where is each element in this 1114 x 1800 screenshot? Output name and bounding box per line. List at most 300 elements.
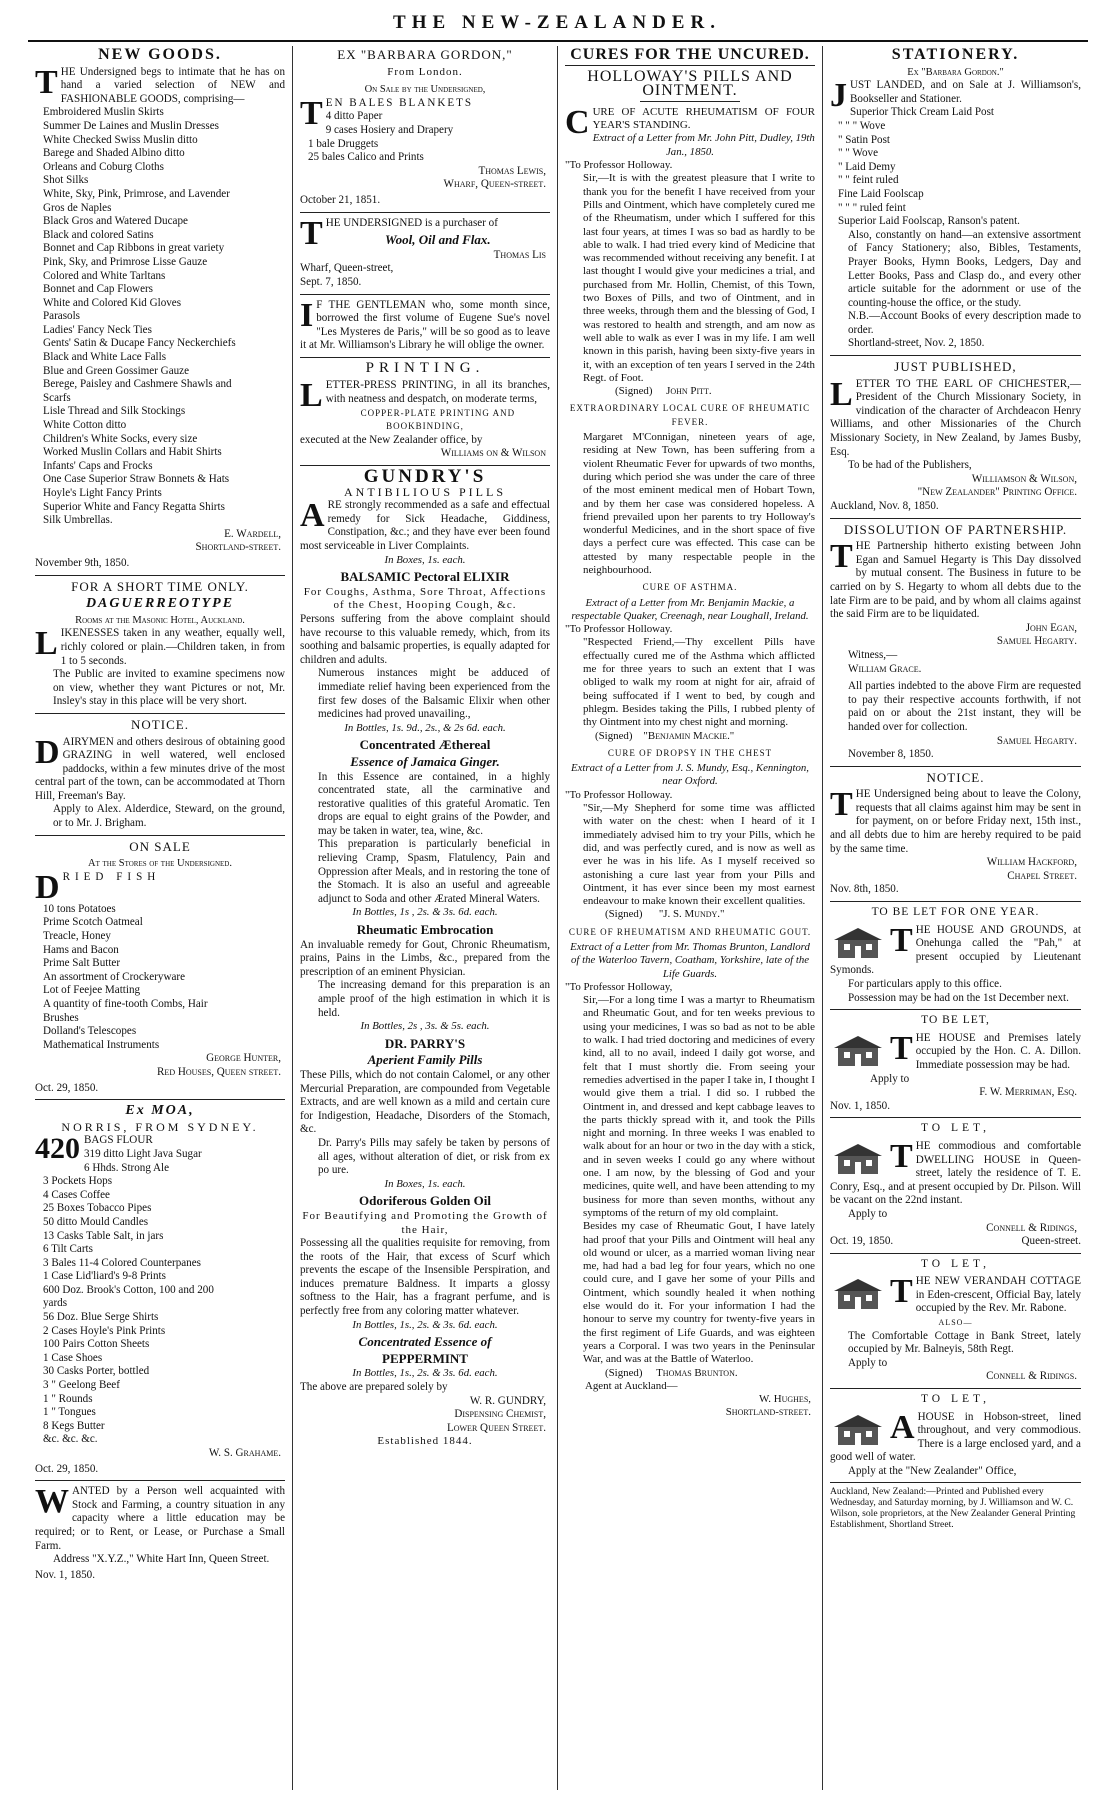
list-item: " Satin Post [838,133,890,146]
case-title: CURE OF RHEUMATISM AND RHEUMATIC GOUT. [568,926,812,937]
signature-address: Red Houses, Queen street. [157,1065,281,1078]
ad-subtitle: For Beautifying and Promoting the Growth of the Hair, [302,1209,548,1236]
ad-title: FOR A SHORT TIME ONLY. [71,578,249,594]
list-item: Superior Thick Cream Laid Post [850,106,994,119]
signature-address: Wharf, Queen-street. [443,178,546,191]
list-item: Children's White Socks, every size [43,432,198,445]
divider [565,65,815,66]
signature-address: Chapel Street. [1007,869,1077,882]
signature: Connell & Ridings. [986,1370,1077,1383]
ad-peppermint [300,1335,550,1449]
list-item: Bonnet and Cap Flowers [43,283,154,296]
ad-title: STATIONERY. [891,46,1020,63]
apply-label: Apply to [848,1356,888,1369]
list-item: 600 Doz. Brook's Cotton, 100 and 200 [43,1283,214,1296]
ad-balsamic [300,570,550,735]
ad-body-2: executed at the New Zealander office, by [300,433,483,446]
columns [28,46,1088,1790]
case-addressee: "To Professor Holloway. [565,159,673,172]
ad-title: TO LET, [920,1257,991,1270]
ad-ginger [300,738,550,920]
ad-body-2: Apply to Alex. Alderdice, Steward, on the ground, or to Mr. J. Brigham. [53,803,285,830]
house-icon [830,1277,886,1311]
ad-let-queen-street [830,1122,1081,1248]
list-item: Mathematical Instruments [43,1038,160,1051]
testimonial-brunton [565,926,815,1420]
ad-body: HE Undersigned begs to intimate that he has on hand a varied selection of NEW and FASHIONABLE GOODS, comprising— [60,65,285,105]
price: In Boxes, 1s. each. [384,1177,466,1190]
list-item: One Case Superior Straw Bonnets & Hats [43,473,230,486]
ad-title: TO LET, [920,1122,991,1135]
divider [830,901,1081,902]
ad-stationery [830,48,1081,351]
case-title: CURE OF ASTHMA. [642,582,738,593]
ad-title: GUNDRY'S [363,466,487,488]
signature-address: Lower Queen Street. [446,1421,546,1434]
case-body: "Respected Friend,—Thy excellent Pills have effectually cured me of the Asthma which afflicted me for three years to such an extent that I was obliged to walk my room at night for air, afraid of being suffocated if I went to bed, by cough and phlegm. Besides taking the Pills, I rubbed plenty of thy Ointment into my chest night and morning. [583,636,815,729]
divider [830,766,1081,767]
ad-title: TO LET, [920,1393,991,1406]
case-body: Margaret M'Connigan, nineteen years of age, residing at New Town, has been suffering from a violent Rheumatic Fever for upwards of two months, during which period she was under the care of three of the most eminent medical men of Hobart Town, and by them her case was considered hopeless. A friend prevailed upon her parents to try Holloway's wonderful Medicines, and in the short space of five days a perfect cure was effected. This case can be attested by many respectable people in the neighbourhood. [583,431,815,576]
signature: Williamson & Wilson, [971,472,1077,485]
list-item: 2 Cases Hoyle's Pink Prints [43,1324,166,1337]
divider [640,101,740,102]
product-title: Concentrated Essence of [358,1334,492,1350]
list-item: 25 bales Calico and Prints [308,151,424,164]
ad-body: UST LANDED, and on Sale at J. Williamson's, Bookseller and Stationer. [850,79,1081,105]
list-item: Superior Laid Foolscap, Ranson's patent. [838,215,1020,228]
signed-label: (Signed) [595,729,633,742]
signature: John Pitt. [666,385,712,398]
ad-date: Shortland-street, Nov. 2, 1850. [848,337,985,350]
list-item: A quantity of fine-tooth Combs, Hair [43,998,208,1010]
ad-date: Nov. 1, 1850. [830,1099,890,1112]
list-item: 1 Case Shoes [43,1351,103,1364]
case-addressee: "To Professor Holloway. [565,623,673,636]
list-item: 25 Boxes Tobacco Pipes [43,1202,152,1215]
ad-body: HE UNDERSIGNED is a purchaser of [325,216,498,229]
signature-title: Dispensing Chemist, [454,1408,546,1421]
signature: Thomas Brunton. [656,1366,738,1379]
case-title: URE OF ACUTE RHEUMATISM OF FOUR YEAR'S STANDING. [592,105,815,132]
list-item: Scarfs [43,391,71,404]
divider [300,212,550,213]
ad-body: ETTER TO THE EARL OF CHICHESTER,—President of the Church Missionary Society, in vindication of the character of Archdeacon Henry Williams, and other Missionaries of the Church Missionary Society, in New Zealand, by James Busby, Esq. [830,377,1081,458]
signature: Williams on & Wilson [440,447,546,460]
list-item: Prime Scotch Oatmeal [43,916,143,929]
case-extract: Extract of a Letter from Mr. Thomas Brunton, Landlord of the Waterloo Tavern, Coatham, Yorkshire, late of the Life Guards. [570,941,810,980]
ad-subtitle: Rooms at the Masonic Hotel, Auckland. [75,614,245,626]
ad-date: Nov. 1, 1850. [35,1568,95,1581]
list-item: Hoyle's Light Fancy Prints [43,487,162,499]
list-item: Gents' Satin & Ducape Fancy Neckerchiefs [43,337,236,350]
list-item: Barege and Shaded Albino ditto [43,147,185,160]
signature: Connell & Ridings, [986,1221,1077,1234]
ad-notice-grazing [35,718,285,831]
house-icon [830,1142,886,1176]
list-item: Prime Salt Butter [43,957,121,970]
list-item: 56 Doz. Blue Serge Shirts [43,1311,159,1324]
list-item: 30 Casks Porter, bottled [43,1365,150,1378]
case-addressee: "To Professor Holloway. [565,788,673,801]
divider [300,294,550,295]
signature: W. S. Grahame. [208,1447,281,1459]
column-2 [293,46,558,1790]
signed-label: (Signed) [605,1366,643,1379]
list-item: " " Wove [838,147,879,160]
list-item: Lot of Feejee Matting [43,984,141,997]
section-subtitle: HOLLOWAY'S PILLS AND OINTMENT. [587,68,793,99]
list-item: 3 " Geelong Beef [43,1379,120,1392]
ad-wanted [35,1485,285,1582]
signature: W. R. GUNDRY, [469,1394,546,1407]
list-item: Fine Laid Foolscap [838,187,924,200]
list-item: " " " Wove [838,119,886,132]
ad-body-2: The Comfortable Cottage in Bank Street, lately occupied by Mr. Balneyis, 58th Regt. [848,1329,1081,1356]
list-item: 4 Cases Coffee [43,1188,110,1201]
list-item: Embroidered Muslin Skirts [43,106,164,119]
price: In Bottles, 1s., 2s. & 3s. 6d. each. [352,1318,498,1331]
apply-label: Apply to [848,1207,888,1220]
ad-body: These Pills, which do not contain Calomel, or any other Mercurial Preparation, are compounded from Vegetable Extracts, and are well known as a mild and certain cure for Indigestion, Headache, Disorders of the Stomach, &c. [300,1068,550,1136]
ad-date: Oct. 29, 1850. [35,1081,99,1094]
list-item: White, Sky, Pink, Primrose, and Lavender [43,187,230,200]
ad-title: EX "BARBARA GORDON," [337,47,513,62]
list-item: " Laid Demy [838,160,896,173]
divider [830,1388,1081,1389]
house-icon [830,926,886,960]
price: In Bottles, 1s , 2s. & 3s. 6d. each. [352,906,498,919]
ad-title: Ex MOA, [125,1103,195,1119]
apply-label: Apply to [870,1072,910,1085]
drop-cap: T [830,538,853,576]
ad-body: IKENESSES taken in any weather, equally well, richly colored or plain.—Children taken, in from 1 to 5 seconds. [60,627,285,667]
list-item: " " " ruled feint [838,201,906,214]
ad-ex-moa [35,1104,285,1476]
list-item: Hams and Bacon [43,943,119,956]
list-item: Blue and Green Gossimer Gauze [43,364,190,377]
signature: "J. S. Mundy." [658,908,725,921]
goods-list [35,106,285,527]
ad-title: NEW GOODS. [98,46,222,63]
ad-body: HE Undersigned being about to leave the Colony, requests that all claims against him may be sent in for payment, on or before Friday next, 15th inst., and all debts due to him are hereby required to be paid by the same time. [830,788,1081,855]
drop-cap: T [35,63,58,101]
house-icon [830,1034,886,1068]
list-item: 100 Pairs Cotton Sheets [43,1338,150,1351]
drop-cap: T [890,921,913,959]
testimonial-fever [565,402,815,577]
ad-date: October 21, 1851. [300,193,381,206]
list-item: Dolland's Telescopes [43,1025,137,1038]
drop-cap: T [890,1137,913,1175]
ad-date: Oct. 19, 1850. [830,1235,894,1248]
divider [300,357,550,358]
divider [35,835,285,836]
goods-list [35,1148,285,1447]
ad-body-2: Also, constantly on hand—an extensive assortment of Fancy Stationery; also, Bibles, Testaments, Prayer Books, Hymn Books, Ledgers, Day and Letter Books, Pass and Clasp do., and every other article suitable for the adornment or use of the counting-house the office, or the study. [848,228,1081,309]
list-item: yards [43,1297,68,1310]
witness-name: William Grace. [848,662,922,675]
divider [830,355,1081,356]
column-4 [823,46,1088,1790]
witness-label: Witness,— [848,648,898,661]
list-item: 319 ditto Light Java Sugar [84,1147,202,1160]
ad-date: Nov. 8th, 1850. [830,883,899,896]
list-item: White Checked Swiss Muslin ditto [43,133,198,146]
list-item: An assortment of Crockeryware [43,970,186,983]
list-item: 50 ditto Mould Candles [43,1215,149,1228]
ad-date: Auckland, Nov. 8, 1850. [830,500,939,512]
ad-date: Sept. 7, 1850. [300,275,362,288]
drop-cap: T [890,1029,913,1067]
list-item: Silk Umbrellas. [43,514,113,527]
ad-body-2: For particulars apply to this office. [848,978,1002,990]
list-item: Black Gros and Watered Ducape [43,215,188,228]
column-1 [28,46,293,1790]
agent-name: W. Hughes, [759,1393,811,1406]
drop-cap: C [565,103,590,141]
list-item: Orleans and Coburg Cloths [43,160,164,173]
drop-cap: T [300,214,323,252]
list-item: Berege, Paisley and Cashmere Shawls and [43,378,232,391]
ad-wool [300,214,550,290]
ad-let-pah [830,906,1081,1005]
list-item: 6 Hhds. Strong Ale [84,1161,170,1174]
ad-gentleman [300,296,550,353]
list-item: 6 Tilt Carts [43,1243,93,1256]
list-item: Colored and White Tarltans [43,269,166,282]
ad-title: TO BE LET, [921,1014,990,1027]
list-item: Infants' Caps and Frocks [43,459,153,472]
ad-body: HOUSE in Hobson-street, lined throughout, and very commodious. There is a large enclosed yard, and a good well of water. [830,1410,1081,1464]
list-item: 10 tons Potatoes [43,902,116,915]
ad-on-sale [35,840,285,1096]
masthead-rule [28,40,1088,42]
ad-heading: RIED FISH [62,870,161,883]
signature-address: "New Zealander" Printing Office. [917,486,1077,499]
price: In Bottles, 1s., 2s. & 3s. 6d. each. [352,1367,498,1380]
ad-body: HE HOUSE and Premises lately occupied by the Hon. C. A. Dillon. Immediate possession may be had. [915,1031,1081,1071]
list-item: 9 cases Hosiery and Drapery [325,123,454,136]
ad-body: F THE GENTLEMAN who, some month since, borrowed the first volume of Eugene Sue's novel "Les Mysteres de Paris," will be so good as to leave it at Mr. Williamson's Library he will oblige the owner. [300,298,550,352]
ad-body-2: The Public are invited to examine specimens now on view, whether they want Pictures or not, Mr. Insley's stay in this place will be very short. [53,668,285,708]
ad-subtitle-2: On Sale by the Undersigned, [364,84,486,96]
drop-cap: T [830,786,853,824]
list-item: 1 Case Lid'liard's 9-8 Prints [43,1270,166,1283]
signature-address: Shortland-street. [195,541,281,554]
ad-date: November 8, 1850. [848,748,934,761]
list-item: Shot Silks [43,174,89,187]
list-item: White and Colored Kid Gloves [43,296,182,309]
signed-label: (Signed) [605,908,643,921]
ad-gundry [300,466,550,567]
list-item: 4 ditto Paper [325,110,383,123]
list-item: Parasols [43,310,80,323]
signature-3: Samuel Hegarty. [996,734,1077,747]
list-item: Superior White and Fancy Regatta Shirts [43,500,225,513]
price: In Boxes, 1s. each. [384,553,466,566]
ad-body: AIRYMEN and others desirous of obtaining good GRAZING in well watered, well enclosed paddocks, within a few minutes drive of the most central part of the town, can be accommodated at Thorn Hill, Freeman's Bay. [35,735,285,802]
signature: William Hackford, [986,856,1077,869]
case-extract: Extract of a Letter from Mr. John Pitt, Dudley, 19th Jan., 1850. [592,132,815,158]
signature-2: Samuel Hegarty. [996,635,1077,648]
list-item: 13 Casks Table Salt, in jars [43,1229,164,1242]
ad-parry [300,1037,550,1192]
ad-body-2: Numerous instances might be adduced of immediate relief having been experienced from the first few doses of the Balsamic Elixir when other medicines had proved unavailing., [318,667,550,721]
divider [830,518,1081,519]
divider [830,1117,1081,1118]
drop-cap: J [830,77,847,115]
ad-body: Persons suffering from the above complaint should have recourse to this valuable remedy, which, from its soothing and balsamic properties, is equally adapted for children and adults. [300,612,550,666]
ad-heading: DAGUERREOTYPE [85,596,235,612]
signature: "Benjamin Mackie." [643,729,735,742]
signed-label: (Signed) [615,385,653,398]
ad-let-hobson [830,1393,1081,1479]
case-extract: Extract of a Letter from J. S. Mundy, Esq., Kennington, near Oxford. [570,762,809,788]
list-item: Ladies' Fancy Neck Ties [43,323,152,336]
drop-cap: T [300,94,323,132]
also-label: ALSO— [938,1318,973,1328]
list-item: Lisle Thread and Silk Stockings [43,405,186,418]
ad-title: JUST PUBLISHED, [894,359,1017,375]
case-body: Sir,—For a long time I was a martyr to Rheumatism and Rheumatic Gout, and for ten weeks previous to using your medicines, I was so bad as not to be able to walk. I had tried doctoring and medicines of every kind, all to no avail, indeed I daily got worse, and felt that I must shortly die. From seeing your remedies advertised in the paper I take in, I thought I would give them a trial. I did so. I rubbed the Ointment in, and dressed and kept cabbage leaves to the parts thickly spread with it, and took the Pills night and morning. In three weeks I was enabled to walk about for an hour or two in the day with a stick, and in seven weeks I could go any where without one. I am now, by the blessing of God and your medicines, quite well, and have been attending to my business for more than seven months, without any symptoms of the return of my old complaint. [583,994,815,1219]
ad-body: An invaluable remedy for Gout, Chronic Rheumatism, prains, Pains in the Limbs, &c., prepared from the prescription of an eminent Physician. [300,938,550,978]
product-title: BALSAMIC Pectoral ELIXIR [340,569,510,585]
ad-address: Wharf, Queen-street, [300,262,394,275]
ad-body: ETTER-PRESS PRINTING, in all its branches, with neatness and despatch, on moderate terms, [325,379,550,406]
price: In Bottles, 1s. 9d., 2s., & 2s 6d. each. [344,721,506,734]
house-icon [830,1413,886,1447]
product-title: Rheumatic Embrocation [356,922,494,938]
ad-subtitle: Ex "Barbara Gordon." [907,66,1004,78]
signature: George Hunter, [206,1052,281,1065]
list-item: Summer De Laines and Muslin Dresses [43,119,219,132]
list-item: &c. &c. &c. [43,1433,98,1446]
ad-let-dillon [830,1014,1081,1113]
ad-subtitle: At the Stores of the Undersigned. [88,858,232,870]
signature: E. Wardell, [224,527,281,540]
goods-list [300,110,550,164]
divider [35,713,285,714]
ad-title: DISSOLUTION OF PARTNERSHIP. [843,521,1068,537]
ad-body: ANTED by a Person well acquainted with Stock and Farming, a country situation in any capacity where a little education may be required; or to Rent, or Lease, or Purchase a Small Farm. [35,1485,285,1552]
section-title: CURES FOR THE UNCURED. [570,46,810,63]
ad-body: HE Partnership hitherto existing between John Egan and Samuel Hegarty is This Day dissolved by mutual consent. The Business in future to be carried on by S. Hegarty to whom all debts due to the late Firm are to be paid, and by whom all claims against the said Firm are to be liquidated. [830,540,1081,621]
list-item: White Cotton ditto [43,419,127,432]
signature: John Egan, [1025,621,1077,634]
signature-address: Queen-street. [1021,1235,1081,1248]
list-item: 1 " Tongues [43,1406,96,1419]
ad-subtitle: COPPER-PLATE PRINTING AND BOOKBINDING, [360,407,516,432]
ad-title: ON SALE [129,838,191,854]
product-title-2: Essence of Jamaica Ginger. [350,753,500,769]
drop-cap: I [300,296,314,334]
ad-date: Oct. 29, 1850. [35,1462,99,1475]
ad-heading: BAGS FLOUR [84,1134,153,1147]
goods-list [830,106,1081,228]
list-item: Black and White Lace Falls [43,351,167,364]
list-item: Worked Muslin Collars and Habit Shirts [43,446,222,459]
list-item: 1 bale Druggets [308,137,379,150]
ad-body: RE strongly recommended as a safe and effectual remedy for Sick Headache, Giddiness, Constipation, &c.; and they have ever been found most serviceable in Liver Complaints. [300,499,550,552]
ad-body: The above are prepared solely by [300,1381,448,1394]
established: Established 1844. [377,1435,473,1448]
list-item: " " feint ruled [838,174,899,187]
ad-body: In this Essence are contained, in a highly concentrated state, all the carminative and restorative qualities of this grateful Aromatic. Ten drops are equal to eight grains of the Powder, and may be taken in water, tea, wine, &c. [318,770,550,837]
drop-cap: A [890,1408,915,1446]
divider [830,1253,1081,1254]
product-title-2: Aperient Family Pills [367,1052,483,1068]
agent-label: Agent at Auckland— [585,1379,678,1392]
product-title-2: PEPPERMINT [382,1350,468,1366]
list-item: 1 " Rounds [43,1392,93,1405]
ad-body: HE commodious and comfortable DWELLING HOUSE in Queen-street, lately the residence of T. E. Conry, Esq., and at present occupied by Dr. Pilson. Will be vacant on the 22nd instant. [830,1139,1081,1207]
ad-title: NOTICE. [131,716,189,732]
ad-title: PRINTING. [365,359,485,376]
ad-body: Possessing all the qualities requisite for removing, from the roots of the Hair, that excess of Scurf which prevents the escape of the Insensible Perspiration, and induces premature Baldness. It imparts a glossy softness to the Hair, has a fragrant perfume, and is perfectly free from any coloring matter whatever. [300,1237,550,1318]
case-addressee: "To Professor Holloway, [565,980,673,993]
ad-heading: Wool, Oil and Flax. [385,232,491,248]
product-title: Concentrated Æthereal [359,737,491,753]
testimonial-dropsy [565,747,815,922]
ad-subtitle: From London. [387,65,463,78]
drop-cap: L [300,377,323,415]
list-item: 3 Pockets Hops [43,1175,113,1188]
ad-dissolution [830,523,1081,762]
ad-body-2: The increasing demand for this preparation is an ample proof of the high estimation in which it is held. [318,979,550,1019]
ad-heading: EN BALES BLANKETS [325,96,474,109]
ad-body-3: N.B.—Account Books of every description made to order. [848,310,1081,336]
masthead: THE NEW-ZEALANDER. [393,12,721,33]
ad-just-published [830,360,1081,514]
ad-title: TO BE LET FOR ONE YEAR. [871,906,1040,919]
ad-barbara-gordon [300,48,550,208]
ad-title: NOTICE. [926,769,985,785]
drop-cap: W [35,1483,69,1521]
signature: F. W. Merriman, Esq. [979,1086,1077,1099]
case-body: Sir,—It is with the greatest pleasure that I write to thank you for the benefit I have received from your Pills and Ointment, which have completely cured me of the Rheumatism, under which I suffered for this last four years, at times I was so bad as hardly to be able to walk. I had tried every kind of Medicine that was recommended without receiving any benefit. I at last thought I would give your medicines a trial, and purchased from Mr. Hollin, Chemist, of this Town, two Boxes of Pills, and two of Ointment, and in three weeks, through them and the blessing of God, I was restored to health and strength, and am now as well able to walk as ever I was in my life. I am well known in this parish, having been sixty-five years in it, with an exception of ten years I served in the 24th Regt. of Foot. [583,172,815,384]
divider [35,1480,285,1481]
list-item: 8 Kegs Butter [43,1419,105,1432]
drop-cap: D [35,733,60,771]
ad-date: November 9th, 1850. [35,556,130,569]
list-item: Gros de Naples [43,201,112,214]
imprint-footer: Auckland, New Zealand:—Printed and Published every Wednesday, and Saturday morning, by J. Williamson and W. C. Wilson, sole proprietors, at the New Zealander General Printing Establishment, Shortland Street. [830,1482,1081,1530]
ad-body: HE HOUSE AND GROUNDS, at Onehunga called the "Pah," at present occupied by Lieutenant Symonds. [830,923,1081,977]
drop-cap: L [35,625,58,663]
ad-subtitle: ANTIBILIOUS PILLS [344,484,506,499]
ad-body-2: Dr. Parry's Pills may safely be taken by persons of all ages, without alteration of diet, or risk from ex po ure. [318,1136,550,1177]
case-body: "Sir,—My Shepherd for some time was afflicted with water on the chest: when I heard of it I immediately advised him to try your Pills, which he did, and was perfectly cured, and is now as well as ever he was in his life. As I myself received so astonishing a cure last year from your Pills and Ointment, it has ever since been my most earnest endeavour to make known their excellent qualities. [583,802,815,908]
ad-let-verandah [830,1258,1081,1384]
case-extract: Extract of a Letter from Mr. Benjamin Mackie, a respectable Quaker, Creenagh, near Loughall, Ireland. [571,596,809,622]
signature: Thomas Lewis, [478,164,546,177]
big-number: 420 [35,1132,80,1166]
drop-cap: A [300,497,325,535]
ad-daguerreotype [35,580,285,709]
ad-new-goods [35,48,285,571]
product-title: Odoriferous Golden Oil [359,1193,491,1209]
drop-cap: T [890,1273,913,1311]
ad-body: HE NEW VERANDAH COTTAGE in Eden-crescent, Official Bay, lately occupied by the Rev. Mr. Rabone. [915,1275,1081,1315]
ad-golden-oil [300,1194,550,1332]
divider [35,1099,285,1100]
ad-printing [300,359,550,461]
list-item: Pink, Sky, and Primrose Lisse Gauze [43,255,208,268]
case-title: CURE OF DROPSY IN THE CHEST [607,747,773,758]
testimonial-pitt [565,103,815,399]
ad-body-2: Address "X.Y.Z.," White Hart Inn, Queen Street. [53,1553,270,1566]
